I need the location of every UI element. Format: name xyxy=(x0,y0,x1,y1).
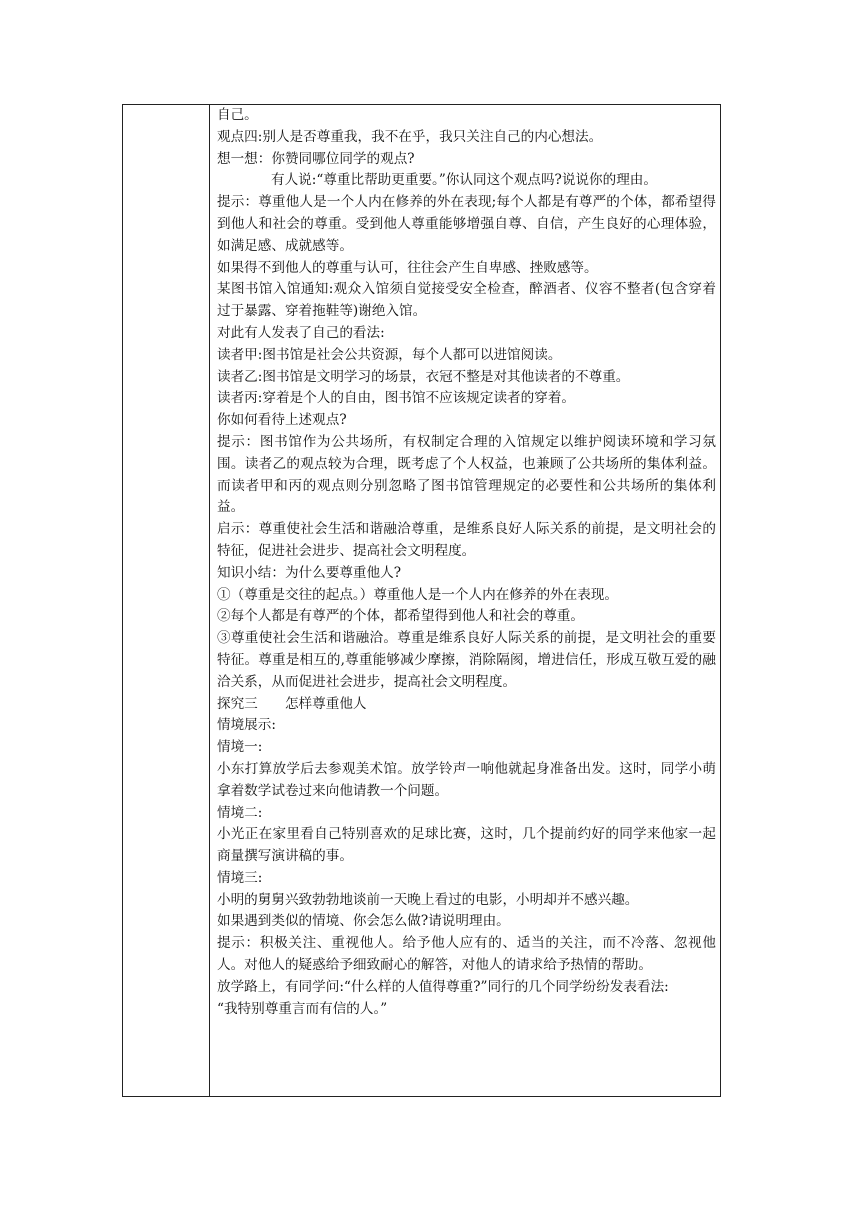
text-line: 情境二: xyxy=(217,804,263,821)
text-line: 想一想：你赞同哪位同学的观点? xyxy=(217,150,415,167)
text-line: 小东打算放学后去参观美术馆。放学铃声一响他就起身准备出发。这时，同学小萌拿着数学试卷过来向他请教一个问题。 xyxy=(217,760,716,799)
text-line: 知识小结：为什么要尊重他人? xyxy=(217,564,402,581)
text-line: 某图书馆入馆通知:观众入馆须自觉接受安全检查，醉酒者、仪容不整者(包含穿着过于暴露、穿着拖鞋等)谢绝入馆。 xyxy=(217,281,716,320)
text-line: “我特别尊重言而有信的人。” xyxy=(217,1000,388,1017)
text-line: 启示：尊重使社会生活和谐融洽尊重，是维系良好人际关系的前提，是文明社会的特征，促进社会进步、提高社会文明程度。 xyxy=(217,521,716,559)
text-line: 有人说:“尊重比帮助更重要。”你认同这个观点吗?说说你的理由。 xyxy=(271,172,657,189)
text-line: 读者丙:穿着是个人的自由，图书馆不应该规定读者的穿着。 xyxy=(217,390,576,407)
section-heading: 探究三 怎样尊重他人 xyxy=(217,695,367,712)
text-line: 观点四:别人是否尊重我，我不在乎，我只关注自己的内心想法。 xyxy=(217,128,603,145)
text-line: 情境展示: xyxy=(217,717,276,734)
lesson-table xyxy=(122,104,721,1097)
text-line: 情境一: xyxy=(217,739,263,756)
text-line: 提示：尊重他人是一个人内在修养的外在表现;每个人都是有尊严的个体，都希望得到他人和社会的尊重。受到他人尊重能够增强自尊、自信，产生良好的心理体验，如满足感、成就感等。 xyxy=(217,194,716,254)
text-line: 你如何看待上述观点? xyxy=(217,412,347,429)
text-line: 对此有人发表了自己的看法: xyxy=(217,324,385,341)
text-line: ③尊重使社会生活和谐融洽。尊重是维系良好人际关系的前提，是文明社会的重要特征。尊重是相互的,尊重能够减少摩擦，消除隔阂，增进信任，形成互敬互爱的融洽关系，从而促进社会进步，提高社会文明程度。 xyxy=(217,630,716,690)
text-line: 小明的舅舅兴致勃勃地谈前一天晚上看过的电影，小明却并不感兴趣。 xyxy=(217,891,639,908)
text-line: 情境三: xyxy=(217,869,263,886)
lesson-content xyxy=(217,105,716,1020)
text-line: 提示：图书馆作为公共场所，有权制定合理的入馆规定以维护阅读环境和学习氛围。读者乙的观点较为合理，既考虑了个人权益，也兼顾了公共场所的集体利益。而读者甲和丙的观点则分别忽略了图书馆管理规定的必要性和公共场所的集体利益。 xyxy=(217,433,716,516)
text-line: 如果遇到类似的情境、你会怎么做?请说明理由。 xyxy=(217,913,510,930)
text-line: 放学路上，有同学问:“什么样的人值得尊重?”同行的几个同学纷纷发表看法: xyxy=(217,978,669,995)
text-line: ①（尊重是交往的起点。）尊重他人是一个人内在修养的外在表现。 xyxy=(217,586,619,603)
text-line: 如果得不到他人的尊重与认可，往往会产生自卑感、挫败感等。 xyxy=(217,259,598,276)
text-line: 自己。 xyxy=(217,107,258,123)
text-line: 读者甲:图书馆是社会公共资源，每个人都可以进馆阅读。 xyxy=(217,346,562,363)
text-line: 读者乙:图书馆是文明学习的场景，衣冠不整是对其他读者的不尊重。 xyxy=(217,368,630,385)
text-line: 小光正在家里看自己特别喜欢的足球比赛，这时，几个提前约好的同学来他家一起商量撰写演讲稿的事。 xyxy=(217,826,716,865)
column-divider xyxy=(209,105,210,1096)
text-line: ②每个人都是有尊严的个体，都希望得到他人和社会的尊重。 xyxy=(217,608,585,625)
text-line: 提示：积极关注、重视他人。给予他人应有的、适当的关注，而不冷落、忽视他人。对他人的疑惑给予细致耐心的解答，对他人的请求给予热情的帮助。 xyxy=(217,935,716,974)
